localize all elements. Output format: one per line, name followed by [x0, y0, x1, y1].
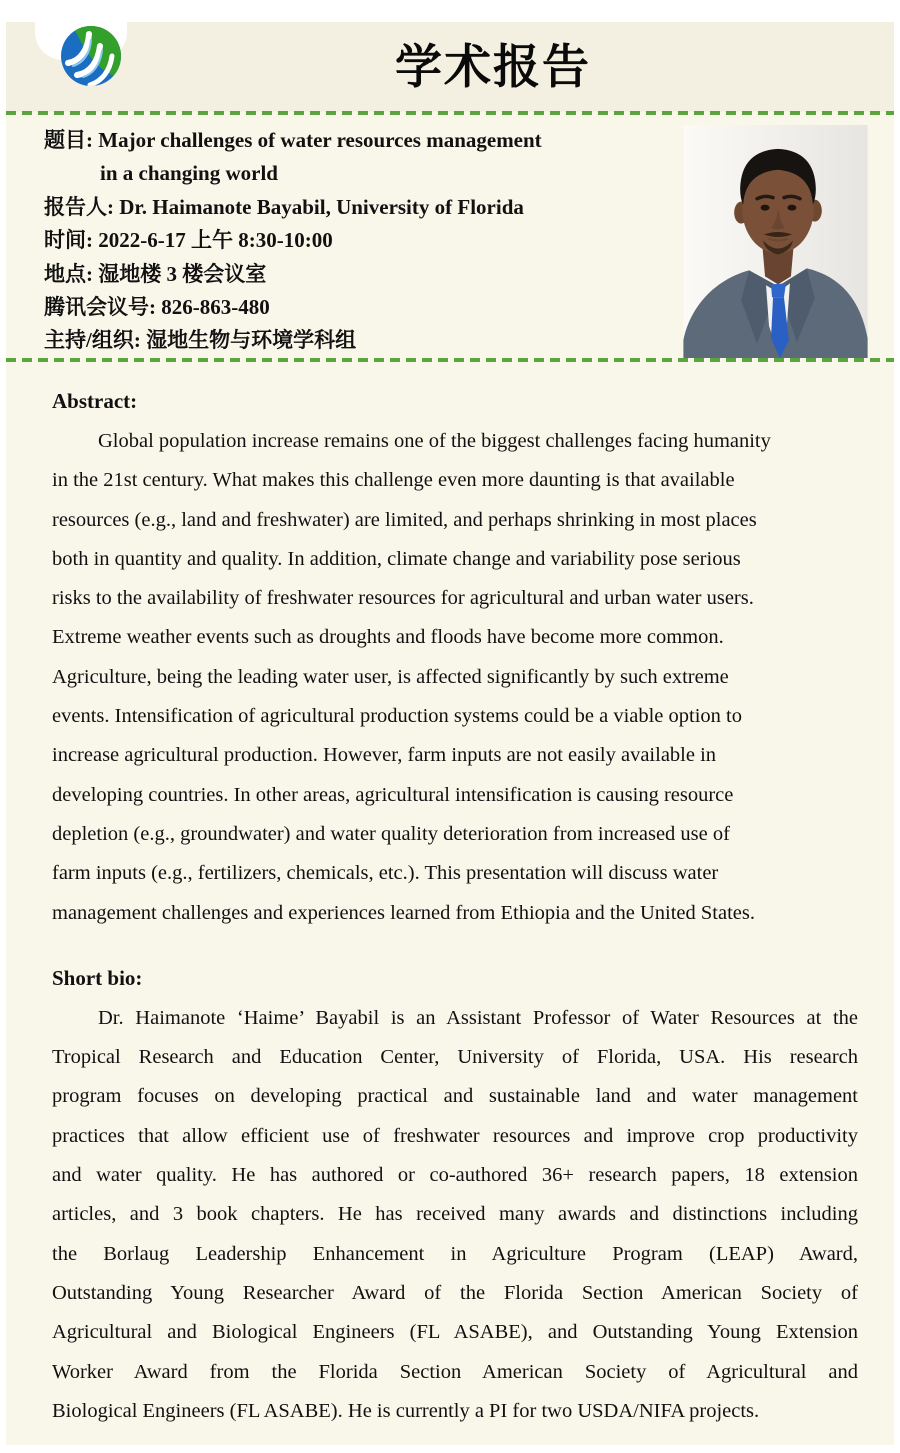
bio-heading: Short bio:	[52, 965, 143, 990]
info-value: 2022-6-17 上午 8:30-10:00	[98, 228, 333, 253]
info-value: in a changing world	[100, 161, 278, 186]
info-line	[44, 191, 684, 224]
info-line	[100, 157, 684, 190]
speaker-portrait-photo	[683, 125, 868, 358]
bio-line: Outstanding Young Researcher Award of the Florida Section American Society of	[52, 1281, 858, 1304]
bio-lines	[52, 999, 858, 1431]
info-label: 地点:	[44, 261, 99, 286]
abstract-line: Global population increase remains one of the biggest challenges facing humanity	[98, 430, 771, 452]
info-line	[44, 324, 684, 357]
bio-line: Agricultural and Biological Engineers (FL ASABE), and Outstanding Young Extension	[52, 1321, 858, 1344]
abstract-line: events. Intensification of agricultural production systems could be a viable option to	[52, 705, 742, 728]
info-line	[44, 224, 684, 257]
abstract-line: resources (e.g., land and freshwater) are limited, and perhaps shrinking in most places	[52, 508, 757, 531]
bio-line: Worker Award from the Florida Section American Society of Agricultural and	[52, 1360, 858, 1383]
abstract-line: Extreme weather events such as droughts and floods have become more common.	[52, 626, 724, 649]
bio-line: the Borlaug Leadership Enhancement in Agriculture Program (LEAP) Award,	[52, 1242, 858, 1265]
info-label: 腾讯会议号:	[44, 295, 162, 320]
main-content	[52, 372, 858, 1431]
bio-line: articles, and 3 book chapters. He has received many awards and distinctions including	[52, 1203, 858, 1226]
abstract-line: farm inputs (e.g., fertilizers, chemicals, etc.). This presentation will discuss water	[52, 862, 719, 885]
bio-line: practices that allow efficient use of freshwater resources and improve crop productivity	[52, 1124, 858, 1147]
bio-line: Biological Engineers (FL ASABE). He is currently a PI for two USDA/NIFA projects.	[52, 1399, 760, 1422]
dashed-divider-bottom	[6, 358, 894, 362]
abstract-line: developing countries. In other areas, agricultural intensification is causing resource	[52, 783, 734, 806]
bio-line: and water quality. He has authored or co-authored 36+ research papers, 18 extension	[52, 1164, 858, 1187]
info-value: Major challenges of water resources management	[98, 128, 542, 152]
page-title: 学术报告	[395, 40, 591, 95]
info-line	[44, 258, 684, 291]
info-label: 题目:	[44, 128, 99, 152]
info-value: 826-863-480	[161, 295, 270, 320]
info-label: 主持/组织:	[44, 328, 147, 353]
abstract-line: in the 21st century. What makes this challenge even more daunting is that available	[52, 469, 735, 492]
abstract-line: management challenges and experiences learned from Ethiopia and the United States.	[52, 901, 755, 924]
abstract-line: Agriculture, being the leading water user, is affected significantly by such extreme	[52, 665, 729, 688]
info-label: 报告人:	[44, 194, 120, 219]
lecture-info-block	[44, 124, 684, 358]
info-value: 湿地楼 3 楼会议室	[98, 261, 267, 286]
abstract-line: risks to the availability of freshwater resources for agricultural and urban water users.	[52, 587, 754, 610]
info-line	[44, 124, 684, 157]
abstract-line: depletion (e.g., groundwater) and water quality deterioration from increased use of	[52, 822, 730, 845]
bio-line: Dr. Haimanote ‘Haime’ Bayabil is an Assistant Professor of Water Resources at the	[98, 1006, 858, 1029]
info-value: Dr. Haimanote Bayabil, University of Florida	[119, 194, 524, 219]
info-label: 时间:	[44, 228, 99, 253]
dashed-divider-top	[6, 111, 894, 115]
info-value: 湿地生物与环境学科组	[146, 328, 357, 353]
abstract-line: increase agricultural production. However, farm inputs are not easily available in	[52, 744, 717, 767]
bio-line: program focuses on developing practical and sustainable land and water management	[52, 1085, 858, 1108]
bio-line: Tropical Research and Education Center, University of Florida, USA. His research	[52, 1046, 858, 1069]
info-line	[44, 291, 684, 324]
info-lines	[44, 124, 684, 358]
abstract-lines	[52, 422, 858, 933]
abstract-heading: Abstract:	[52, 389, 138, 413]
abstract-line: both in quantity and quality. In addition, climate change and variability pose serious	[52, 547, 741, 570]
